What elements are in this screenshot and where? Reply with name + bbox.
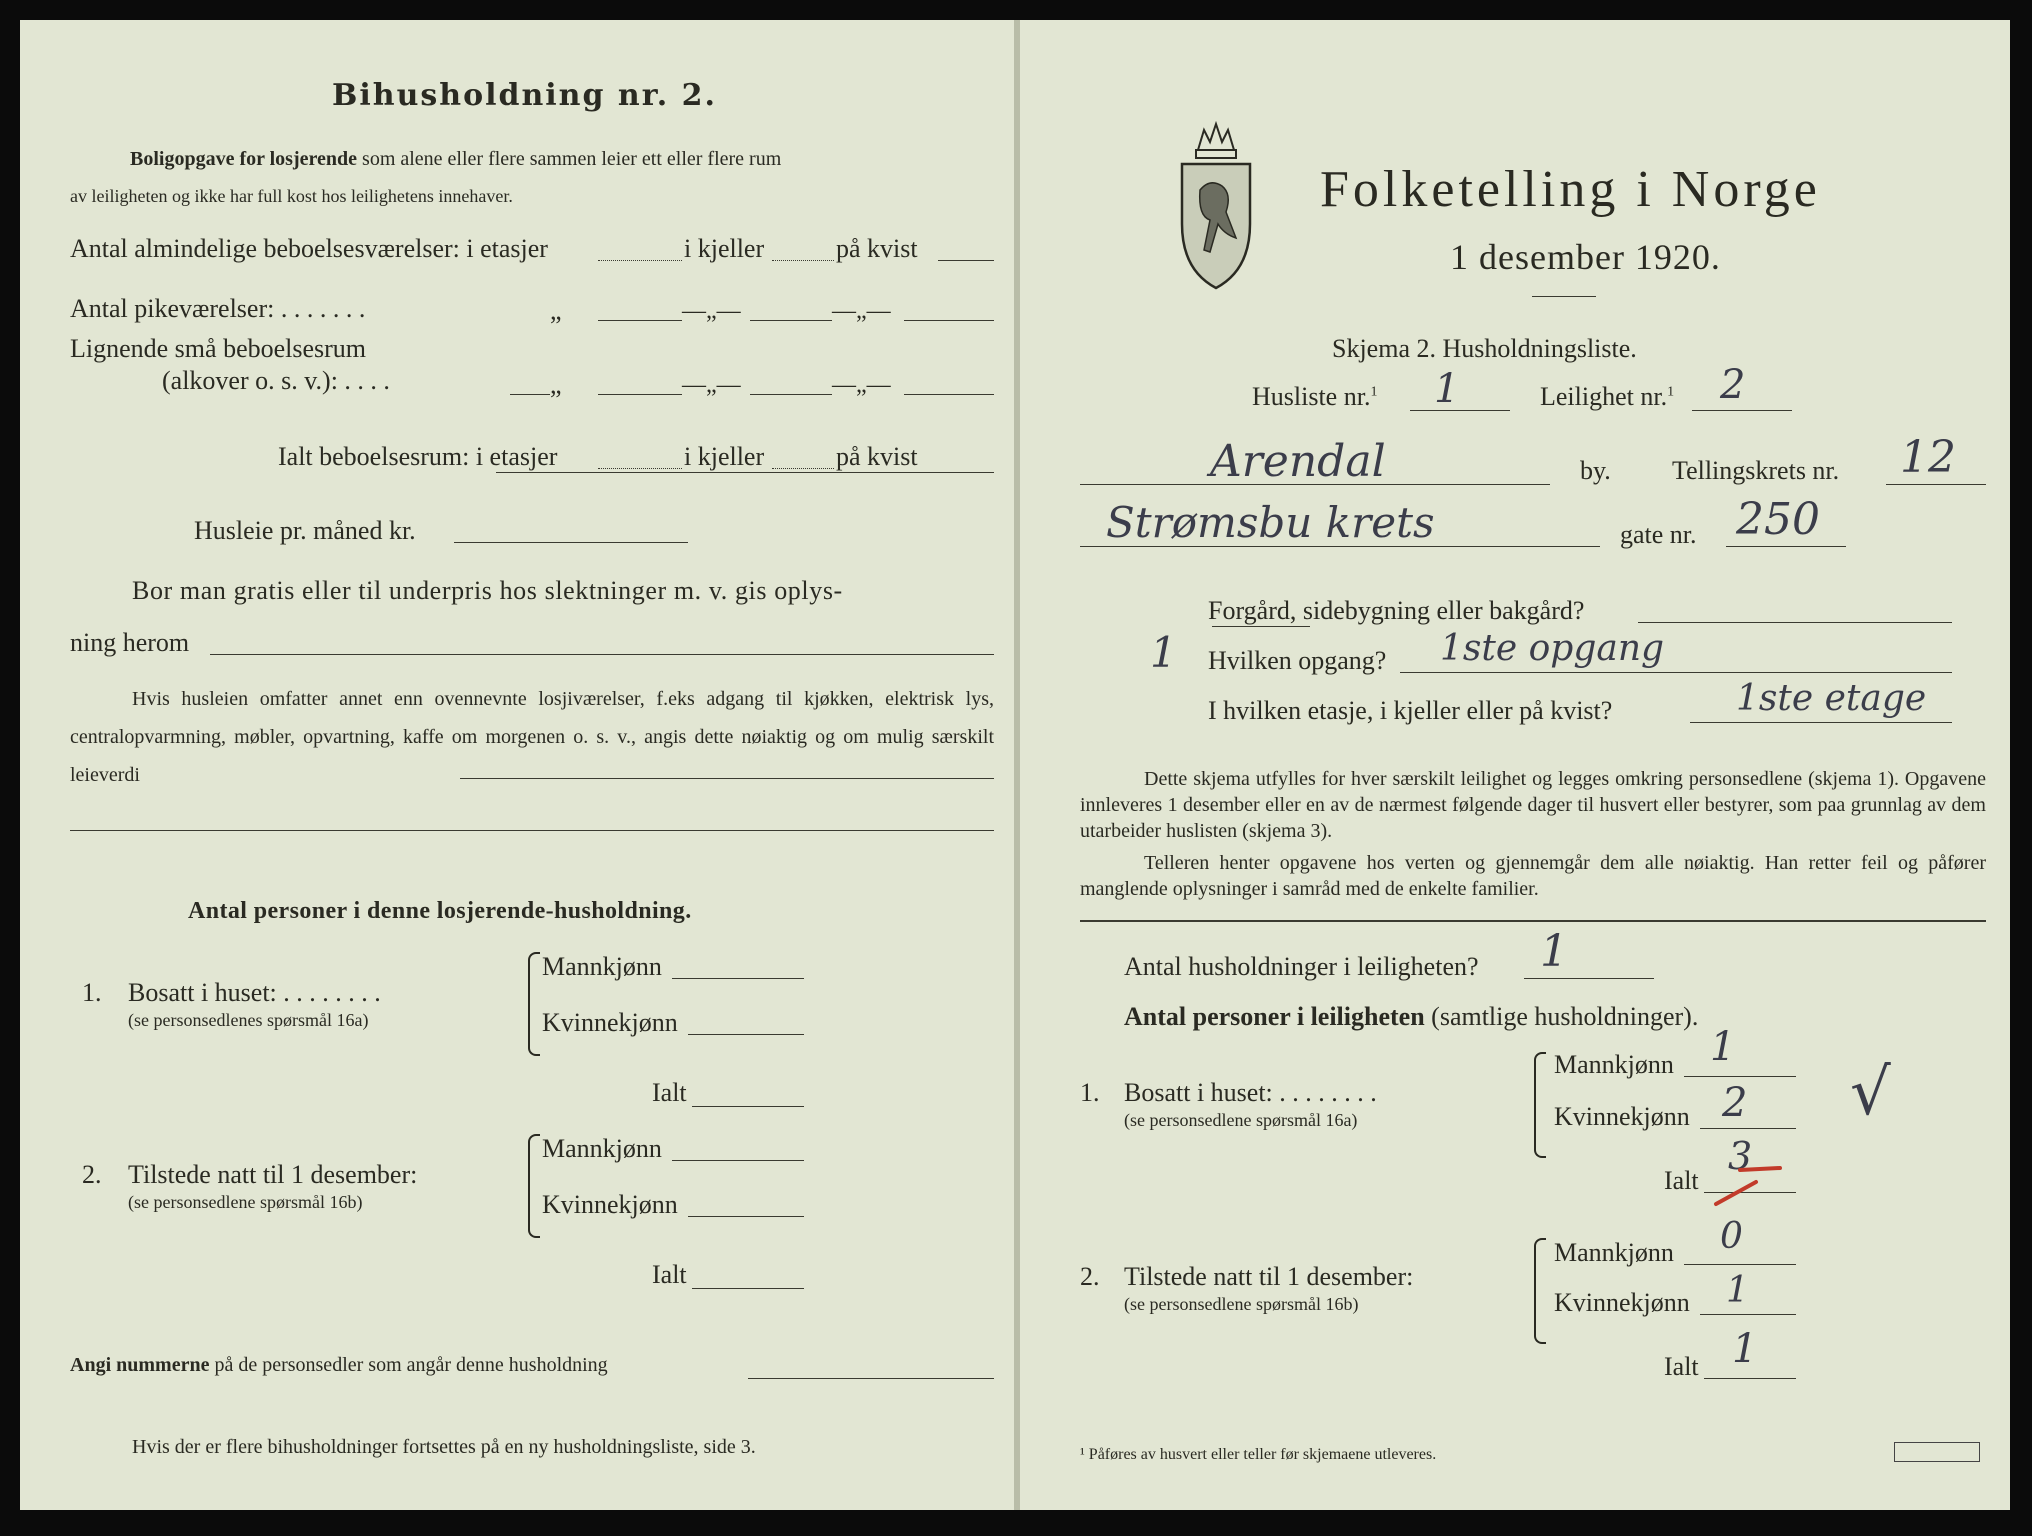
rent-label: Husleie pr. måned kr. xyxy=(194,516,416,545)
households-line xyxy=(1524,978,1654,979)
total-etasjer-line xyxy=(598,468,682,469)
item2-female-label: Kvinnekjønn xyxy=(542,1190,678,1219)
r-item1-female-line xyxy=(1700,1128,1796,1129)
item1-female-line xyxy=(688,1034,804,1035)
r-item1-male-label: Mannkjønn xyxy=(1554,1050,1674,1079)
opgang-value[interactable]: 1ste opgang xyxy=(1440,628,1665,669)
rooms-etasjer-line xyxy=(598,260,682,261)
alcove-line-1 xyxy=(598,394,682,395)
r-item1-note: (se personsedlene spørsmål 16a) xyxy=(1124,1110,1358,1130)
left-footer: Hvis der er flere bihusholdninger fortsettes på en ny husholdningsliste, side 3. xyxy=(132,1436,756,1458)
alcove-ditto-mark: „ xyxy=(550,370,562,399)
forgaard-label: Forgård, sidebygning eller bakgård? xyxy=(1208,596,1585,625)
r-item2-female-label: Kvinnekjønn xyxy=(1554,1288,1690,1317)
gate-label: gate nr. xyxy=(1620,520,1697,549)
angi-rest: på de personsedler som angår denne husholdning xyxy=(214,1354,608,1376)
rooms-kjeller-label: i kjeller xyxy=(684,234,765,263)
leilighet-value[interactable]: 2 xyxy=(1720,362,1746,408)
item1-male-label: Mannkjønn xyxy=(542,952,662,981)
r-item2-total-label: Ialt xyxy=(1664,1352,1699,1381)
printer-stamp xyxy=(1894,1442,1980,1462)
rent-includes-line xyxy=(460,778,994,779)
maid-dash-2: —„— xyxy=(832,298,891,324)
alcove-line-3 xyxy=(904,394,994,395)
leilighet-field xyxy=(1540,382,1674,412)
item1-total-label: Ialt xyxy=(652,1078,687,1107)
husliste-line xyxy=(1410,410,1510,411)
census-sheet xyxy=(20,20,2010,1510)
intro-line-2: av leiligheten og ikke har full kost hos leilighetens innehaver. xyxy=(70,186,513,206)
title-rule xyxy=(1532,296,1596,297)
item2-total-line xyxy=(692,1288,804,1289)
r-item1-num: 1. xyxy=(1080,1078,1100,1107)
rooms-kvist-line xyxy=(938,260,994,261)
r-item2-total-line xyxy=(1704,1378,1796,1379)
alcoves-label: (alkover o. s. v.): . . . . xyxy=(162,366,390,395)
item1-note: (se personsedlenes spørsmål 16a) xyxy=(128,1010,369,1030)
r-item2-total-value[interactable]: 1 xyxy=(1732,1326,1758,1372)
forgaard-line xyxy=(1638,622,1952,623)
tellingskrets-label: Tellingskrets nr. xyxy=(1672,456,1840,485)
households-value[interactable]: 1 xyxy=(1540,926,1568,977)
r-item1-female-value[interactable]: 2 xyxy=(1722,1080,1748,1126)
total-kjeller-line xyxy=(772,468,834,469)
margin-mark: 1 xyxy=(1150,628,1177,677)
blank-line xyxy=(70,830,994,831)
item1-brace xyxy=(528,952,540,1056)
maid-rooms-label: Antal pikeværelser: . . . . . . . xyxy=(70,294,366,323)
item2-num: 2. xyxy=(82,1160,102,1189)
husliste-label: Husliste nr. xyxy=(1252,382,1371,411)
city-value[interactable]: Arendal xyxy=(1210,436,1386,487)
by-label: by. xyxy=(1580,456,1611,485)
coat-of-arms-icon xyxy=(1176,120,1256,292)
item2-male-line xyxy=(672,1160,804,1161)
instructions-2: Telleren henter opgavene hos verten og gjennemgår dem alle nøiaktig. Han retter feil og påfører manglende oplysninger i samråd med de enkelte familier. xyxy=(1080,852,1986,900)
r-item1-male-value[interactable]: 1 xyxy=(1710,1024,1736,1070)
r-item2-female-value[interactable]: 1 xyxy=(1726,1270,1749,1311)
intro-line-1 xyxy=(130,148,781,171)
item2-brace xyxy=(528,1134,540,1238)
r-item1-total-label: Ialt xyxy=(1664,1166,1699,1195)
total-kjeller-label: i kjeller xyxy=(684,442,765,471)
r-item2-male-value[interactable]: 0 xyxy=(1720,1216,1743,1257)
r-item1-brace xyxy=(1534,1052,1546,1158)
census-date: 1 desember 1920. xyxy=(1450,237,1721,277)
households-label: Antal husholdninger i leiligheten? xyxy=(1124,952,1479,981)
r-item1-label: Bosatt i huset: . . . . . . . . xyxy=(1124,1078,1377,1107)
total-kvist-label: på kvist xyxy=(836,442,918,471)
rooms-label: Antal almindelige beboelsesværelser: i etasjer xyxy=(70,234,548,263)
free-text-2: ning herom xyxy=(70,628,190,657)
leilighet-label: Leilighet nr. xyxy=(1540,382,1668,411)
instructions-rule xyxy=(1080,920,1986,922)
item1-num: 1. xyxy=(82,978,102,1007)
item1-label: Bosatt i huset: . . . . . . . . xyxy=(128,978,381,1007)
maid-ditto-mark: „ xyxy=(550,296,562,325)
item2-total-label: Ialt xyxy=(652,1260,687,1289)
r-item2-label: Tilstede natt til 1 desember: xyxy=(1124,1262,1414,1291)
alcove-line-0 xyxy=(510,394,550,395)
rent-line xyxy=(454,542,688,543)
item2-note: (se personsedlene spørsmål 16b) xyxy=(128,1192,363,1212)
right-footnote: ¹ Påføres av husvert eller teller før skjemaene utleveres. xyxy=(1080,1446,1437,1463)
r-item2-brace xyxy=(1534,1238,1546,1344)
r-item2-note: (se personsedlene spørsmål 16b) xyxy=(1124,1294,1359,1314)
total-rooms-underline xyxy=(496,472,994,473)
r-item1-male-line xyxy=(1684,1076,1796,1077)
angi-line xyxy=(70,1354,608,1377)
street-value[interactable]: Strømsbu krets xyxy=(1106,498,1435,547)
instructions-1: Dette skjema utfylles for hver særskilt leilighet og legges omkring personsedlene (skjema 1). Opgavene innleveres 1 desember eller en av de nærmest følgende dager til husvert eller bestyrer, som paa grunnlag av dem utarbeider huslisten (skjema 3). xyxy=(1080,768,1986,842)
rooms-kvist-label: på kvist xyxy=(836,234,918,263)
persons-bold: Antal personer i leiligheten xyxy=(1124,1002,1425,1031)
item2-label: Tilstede natt til 1 desember: xyxy=(128,1160,418,1189)
left-page xyxy=(20,20,1014,1510)
small-rooms-label: Lignende små beboelsesrum xyxy=(70,334,367,363)
intro-bold: Boligopgave for losjerende xyxy=(130,148,358,170)
intro-rest: som alene eller flere sammen leier ett eller flere rum xyxy=(362,148,782,170)
tellingskrets-value[interactable]: 12 xyxy=(1900,432,1956,483)
item2-male-label: Mannkjønn xyxy=(542,1134,662,1163)
free-text-line xyxy=(210,654,994,655)
schema-label: Skjema 2. Husholdningsliste. xyxy=(1332,334,1637,363)
husliste-sup: 1 xyxy=(1370,384,1378,400)
gate-line xyxy=(1726,546,1846,547)
maid-line-3 xyxy=(904,320,994,321)
opgang-line xyxy=(1400,672,1952,673)
item1-female-label: Kvinnekjønn xyxy=(542,1008,678,1037)
r-item2-male-label: Mannkjønn xyxy=(1554,1238,1674,1267)
opgang-label: Hvilken opgang? xyxy=(1208,646,1387,675)
r-item1-female-label: Kvinnekjønn xyxy=(1554,1102,1690,1131)
husliste-field xyxy=(1252,382,1377,412)
rooms-kjeller-line xyxy=(772,260,834,261)
alcove-dash-2: —„— xyxy=(832,372,891,398)
census-title: Folketelling i Norge xyxy=(1320,161,1821,218)
etasje-line xyxy=(1690,722,1952,723)
leilighet-sup: 1 xyxy=(1667,384,1675,400)
leilighet-line xyxy=(1692,410,1792,411)
r-item1-total-value[interactable]: 3 xyxy=(1728,1134,1753,1178)
r-item2-male-line xyxy=(1684,1264,1796,1265)
left-title: Bihusholdning nr. 2. xyxy=(332,78,717,113)
alcove-dash-1: —„— xyxy=(682,372,741,398)
persons-line xyxy=(1124,1002,1698,1032)
rent-includes-text: Hvis husleien omfatter annet enn ovennevnte losjiværelser, f.eks adgang til kjøkken, elektrisk lys, centralopvarmning, møbler, opvartning, kaffe om morgenen o. s. v., angis dette nøiaktig og om mulig særskilt leieverdi xyxy=(70,688,994,786)
alcove-line-2 xyxy=(750,394,832,395)
maid-line-2 xyxy=(750,320,832,321)
total-rooms-label: Ialt beboelsesrum: i etasjer xyxy=(278,442,558,471)
forgaard-underline xyxy=(1212,626,1310,627)
item2-female-line xyxy=(688,1216,804,1217)
persons-rest: (samtlige husholdninger). xyxy=(1431,1002,1699,1031)
gate-value[interactable]: 250 xyxy=(1736,494,1820,545)
maid-dash-1: —„— xyxy=(682,298,741,324)
persons-heading: Antal personer i denne losjerende-husholdning. xyxy=(188,898,692,924)
check-mark-icon: √ xyxy=(1850,1056,1891,1130)
item1-male-line xyxy=(672,978,804,979)
etasje-label: I hvilken etasje, i kjeller eller på kvist? xyxy=(1208,696,1613,725)
angi-underline xyxy=(748,1378,994,1379)
r-item2-num: 2. xyxy=(1080,1262,1100,1291)
r-item2-female-line xyxy=(1700,1314,1796,1315)
etasje-value[interactable]: 1ste etage xyxy=(1736,678,1927,719)
tellingskrets-line xyxy=(1886,484,1986,485)
maid-line-1 xyxy=(598,320,682,321)
angi-bold: Angi nummerne xyxy=(70,1354,210,1376)
red-correction-stroke xyxy=(1710,1160,1790,1210)
husliste-value[interactable]: 1 xyxy=(1434,366,1460,412)
item1-total-line xyxy=(692,1106,804,1107)
right-page xyxy=(1020,20,2010,1510)
free-text-1: Bor man gratis eller til underpris hos slektninger m. v. gis oplys- xyxy=(132,576,843,605)
